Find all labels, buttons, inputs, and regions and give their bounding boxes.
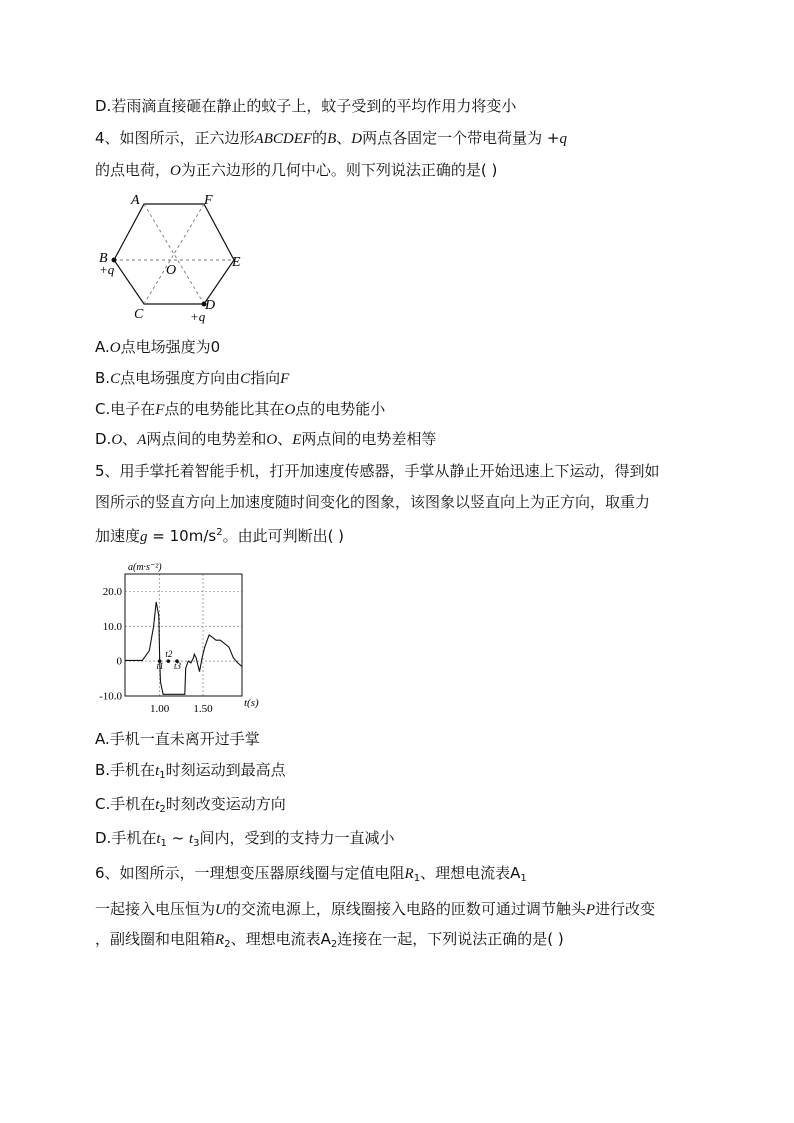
q5-option-c: C.手机在$t_2$时刻改变运动方向 — [95, 795, 286, 815]
diagonal-ad — [144, 204, 204, 304]
y-axis-label: a(m·s⁻²) — [128, 562, 162, 573]
diagonal-fc — [144, 204, 204, 304]
q4-option-b: B.C点电场强度方向由C指向F — [95, 369, 290, 387]
label-d: D — [205, 298, 216, 313]
hexagon-outline — [114, 204, 234, 304]
label-o: O — [166, 263, 177, 278]
label-b: B — [99, 251, 108, 266]
q5-stem-line2: 图所示的竖直方向上加速度随时间变化的图象，该图象以竖直向上为正方向，取重力 — [95, 493, 651, 511]
y-tick-label: 20.0 — [102, 585, 122, 598]
q5-option-a: A.手机一直未离开过手掌 — [95, 730, 260, 748]
hexagon-figure — [92, 190, 252, 325]
point-label-t2: t2 — [165, 649, 173, 660]
y-tick-label: -10.0 — [99, 690, 122, 703]
q5-stem-line3: 加速度$g = 10m/s^2$。由此可判断出( ) — [95, 527, 345, 545]
point-label-t3: t3 — [174, 661, 182, 672]
q5-option-b: B.手机在$t_1$时刻运动到最高点 — [95, 761, 286, 781]
q5-option-d: D.手机在$t_1$ ~ $t_3$间内，受到的支持力一直减小 — [95, 829, 395, 849]
q3-option-d: D.若雨滴直接砸在静止的蚊子上，蚊子受到的平均作用力将变小 — [95, 97, 517, 115]
q4-option-a: A.O点电场强度为0 — [95, 338, 221, 356]
x-tick-label: 1.50 — [193, 703, 213, 715]
point-t2 — [167, 659, 171, 663]
label-a: A — [131, 193, 140, 208]
y-tick-label: 0 — [116, 655, 122, 668]
label-f: F — [204, 193, 213, 208]
q4-option-d: D.O、A两点间的电势差和O、E两点间的电势差相等 — [95, 430, 437, 448]
q4-stem-line2: 的点电荷，O为正六边形的几何中心。则下列说法正确的是( ) — [95, 161, 498, 179]
label-e: E — [232, 255, 241, 270]
q5-stem-line1: 5、用手掌托着智能手机，打开加速度传感器，手掌从静止开始迅速上下运动，得到如 — [95, 462, 660, 480]
q6-stem-line3: ，副线圈和电阻箱$R_2$、理想电流表$A_2$连接在一起，下列说法正确的是( ) — [95, 930, 564, 950]
q6-stem-line1: 6、如图所示，一理想变压器原线圈与定值电阻$R_1$、理想电流表$A_1$ — [95, 864, 527, 884]
q4-stem-line1: 4、如图所示，正六边形ABCDEF的B、D两点各固定一个带电荷量为 +q — [95, 129, 567, 147]
q6-stem-line2: 一起接入电压恒为U的交流电源上，原线圈接入电路的匝数可通过调节触头P进行改变 — [95, 900, 656, 918]
y-tick-label: 10.0 — [102, 620, 122, 633]
x-axis-label: t(s) — [244, 697, 259, 709]
point-label-t1: t1 — [156, 661, 164, 672]
q4-option-c: C.电子在F点的电势能比其在O点的电势能小 — [95, 400, 386, 418]
label-charge-d: +q — [190, 309, 206, 324]
chart-frame — [125, 574, 242, 696]
label-c: C — [134, 307, 144, 322]
series-line — [125, 602, 242, 694]
acceleration-time-chart — [92, 556, 272, 722]
x-tick-label: 1.00 — [150, 703, 170, 715]
label-charge-b: +q — [99, 262, 115, 277]
